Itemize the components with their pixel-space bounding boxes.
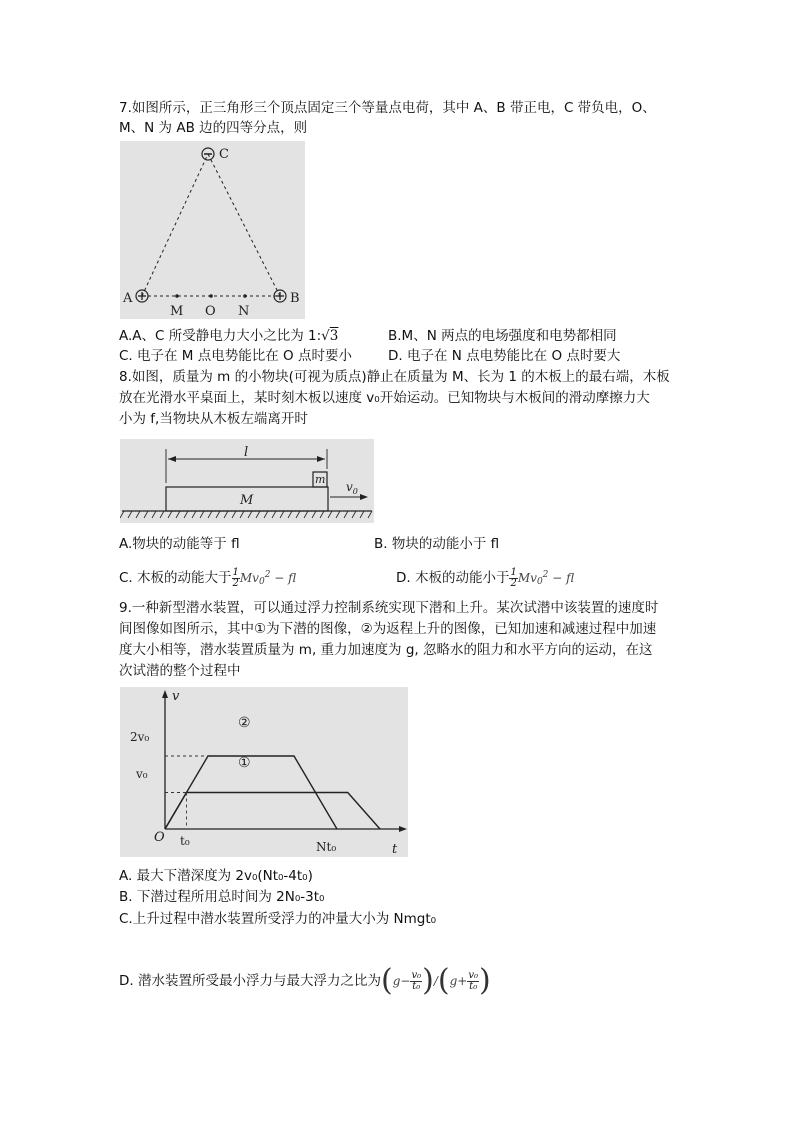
q9-stem-line1: 9.一种新型潜水装置，可以通过浮力控制系统实现下潜和上升。某次试潜中该装置的速度时 — [119, 600, 659, 616]
half-fraction: $\frac{1}{2}$ — [510, 566, 517, 589]
x-axis-arrow-icon — [399, 826, 407, 832]
label-o: O — [205, 304, 216, 319]
q7-triangle-figure — [120, 141, 305, 319]
q8-option-c-formula: $Mv_0^2$ − fl — [239, 570, 297, 587]
v0-over-t0-fraction: $\frac{\text{v₀}}{\text{t₀}}$ — [411, 969, 422, 992]
half-fraction: $\frac{1}{2}$ — [232, 566, 239, 589]
q9-option-c: C.上升过程中潜水装置所受浮力的冲量大小为 Nmgt₀ — [119, 911, 437, 927]
tick-label-2v0: 2v₀ — [130, 730, 150, 744]
label-m-big: M — [240, 493, 254, 508]
q9-option-d: D. 潜水装置所受最小浮力与最大浮力之比为(g− $\frac{\text{v₀}}{\text{t₀}}$ )/(g+ $\frac{\text{v₀}}{\text{t₀}}$ ) — [119, 963, 491, 998]
arrow-left-icon — [168, 456, 176, 462]
q8-option-b: B. 物块的动能小于 fl — [374, 536, 500, 552]
q8-board-figure — [120, 439, 374, 523]
series-line-1 — [165, 793, 380, 830]
point-m-dot — [175, 294, 179, 298]
q7-option-a-root: 3 — [329, 328, 339, 344]
q7-option-b: B.M、N 两点的电场强度和电势都相同 — [388, 328, 617, 344]
arrow-right-icon — [317, 456, 325, 462]
tick-label-nt0: Nt₀ — [316, 840, 337, 854]
y-axis-arrow-icon — [162, 690, 168, 698]
q9-g-2: g — [449, 974, 458, 988]
q9-stem-line2: 间图像如图所示，其中①为下潜的图像，②为返程上升的图像，已知加速和减速过程中加速 — [119, 621, 657, 637]
q9-option-a: A. 最大下潜深度为 2v₀(Nt₀-4t₀) — [119, 868, 313, 884]
q7-option-a-text: A.A、C 所受静电力大小之比为 1: — [119, 328, 322, 344]
negative-charge-icon — [202, 148, 214, 160]
q7-option-a: A.A、C 所受静电力大小之比为 1:√3 — [119, 328, 339, 344]
q7-stem-line1: 7.如图所示，正三角形三个顶点固定三个等量点电荷，其中 A、B 带正电，C 带负电，O、 — [119, 100, 656, 116]
q9-minus: − — [400, 974, 411, 988]
q9-stem-line3: 度大小相等，潜水装置质量为 m, 重力加速度为 g, 忽略水的阻力和水平方向的运动，在这 — [119, 642, 653, 658]
q9-stem-line4: 次试潜的整个过程中 — [119, 663, 241, 679]
q8-option-d — [396, 563, 574, 594]
point-o-dot — [209, 294, 213, 298]
label-m-small: m — [315, 473, 326, 486]
label-c: C — [219, 147, 229, 162]
q8-option-a: A.物块的动能等于 fl — [119, 536, 240, 552]
v0-over-t0-fraction: $\frac{\text{v₀}}{\text{t₀}}$ — [468, 969, 479, 992]
q7-option-c: C. 电子在 M 点电势能比在 O 点时要小 — [119, 348, 352, 364]
ground-hatch — [120, 511, 372, 518]
q8-stem-line3: 小为 f,当物块从木板左端离开时 — [119, 411, 308, 427]
positive-charge-icon — [136, 290, 148, 302]
q7-option-d: D. 电子在 N 点电势能比在 O 点时要大 — [388, 348, 621, 364]
label-a: A — [123, 291, 133, 306]
velocity-arrow-icon — [360, 494, 368, 500]
q9-option-d-text: D. 潜水装置所受最小浮力与最大浮力之比为 — [119, 973, 381, 989]
q9-plus: + — [457, 974, 468, 988]
axis-label-v: v — [172, 689, 180, 704]
q9-g-1: g — [392, 974, 401, 988]
curve-label-2: ② — [238, 715, 251, 731]
q9-option-b: B. 下潜过程所用总时间为 2N₀-3t₀ — [119, 889, 325, 905]
q8-option-c-text: C. 木板的动能大于 — [119, 570, 232, 586]
q9-vt-chart — [120, 687, 408, 857]
label-b: B — [290, 291, 300, 306]
q8-stem-line2: 放在光滑水平桌面上，某时刻木板以速度 v₀开始运动。已知物块与木板间的滑动摩擦力大 — [119, 390, 650, 406]
tick-label-t0: t₀ — [180, 834, 190, 848]
q8-option-d-formula: $Mv_0^2$ − fl — [517, 570, 575, 587]
q8-option-c — [119, 563, 296, 594]
point-n-dot — [243, 294, 247, 298]
q8-stem-line1: 8.如图，质量为 m 的小物块(可视为质点)静止在质量为 M、长为 1 的木板上的最右端，木板 — [119, 369, 670, 385]
axis-label-t: t — [392, 842, 398, 857]
label-n: N — [238, 304, 250, 319]
q7-stem-line2: M、N 为 AB 边的四等分点，则 — [119, 120, 308, 136]
q8-option-d-text: D. 木板的动能小于 — [396, 570, 510, 586]
label-v0: $v_0$ — [346, 480, 358, 496]
origin-label: O — [154, 830, 165, 845]
label-m: M — [170, 304, 184, 319]
q9-slash: / — [433, 974, 438, 988]
tick-label-v0: v₀ — [136, 767, 148, 781]
curve-label-1: ① — [238, 755, 251, 771]
label-l: l — [244, 445, 249, 460]
